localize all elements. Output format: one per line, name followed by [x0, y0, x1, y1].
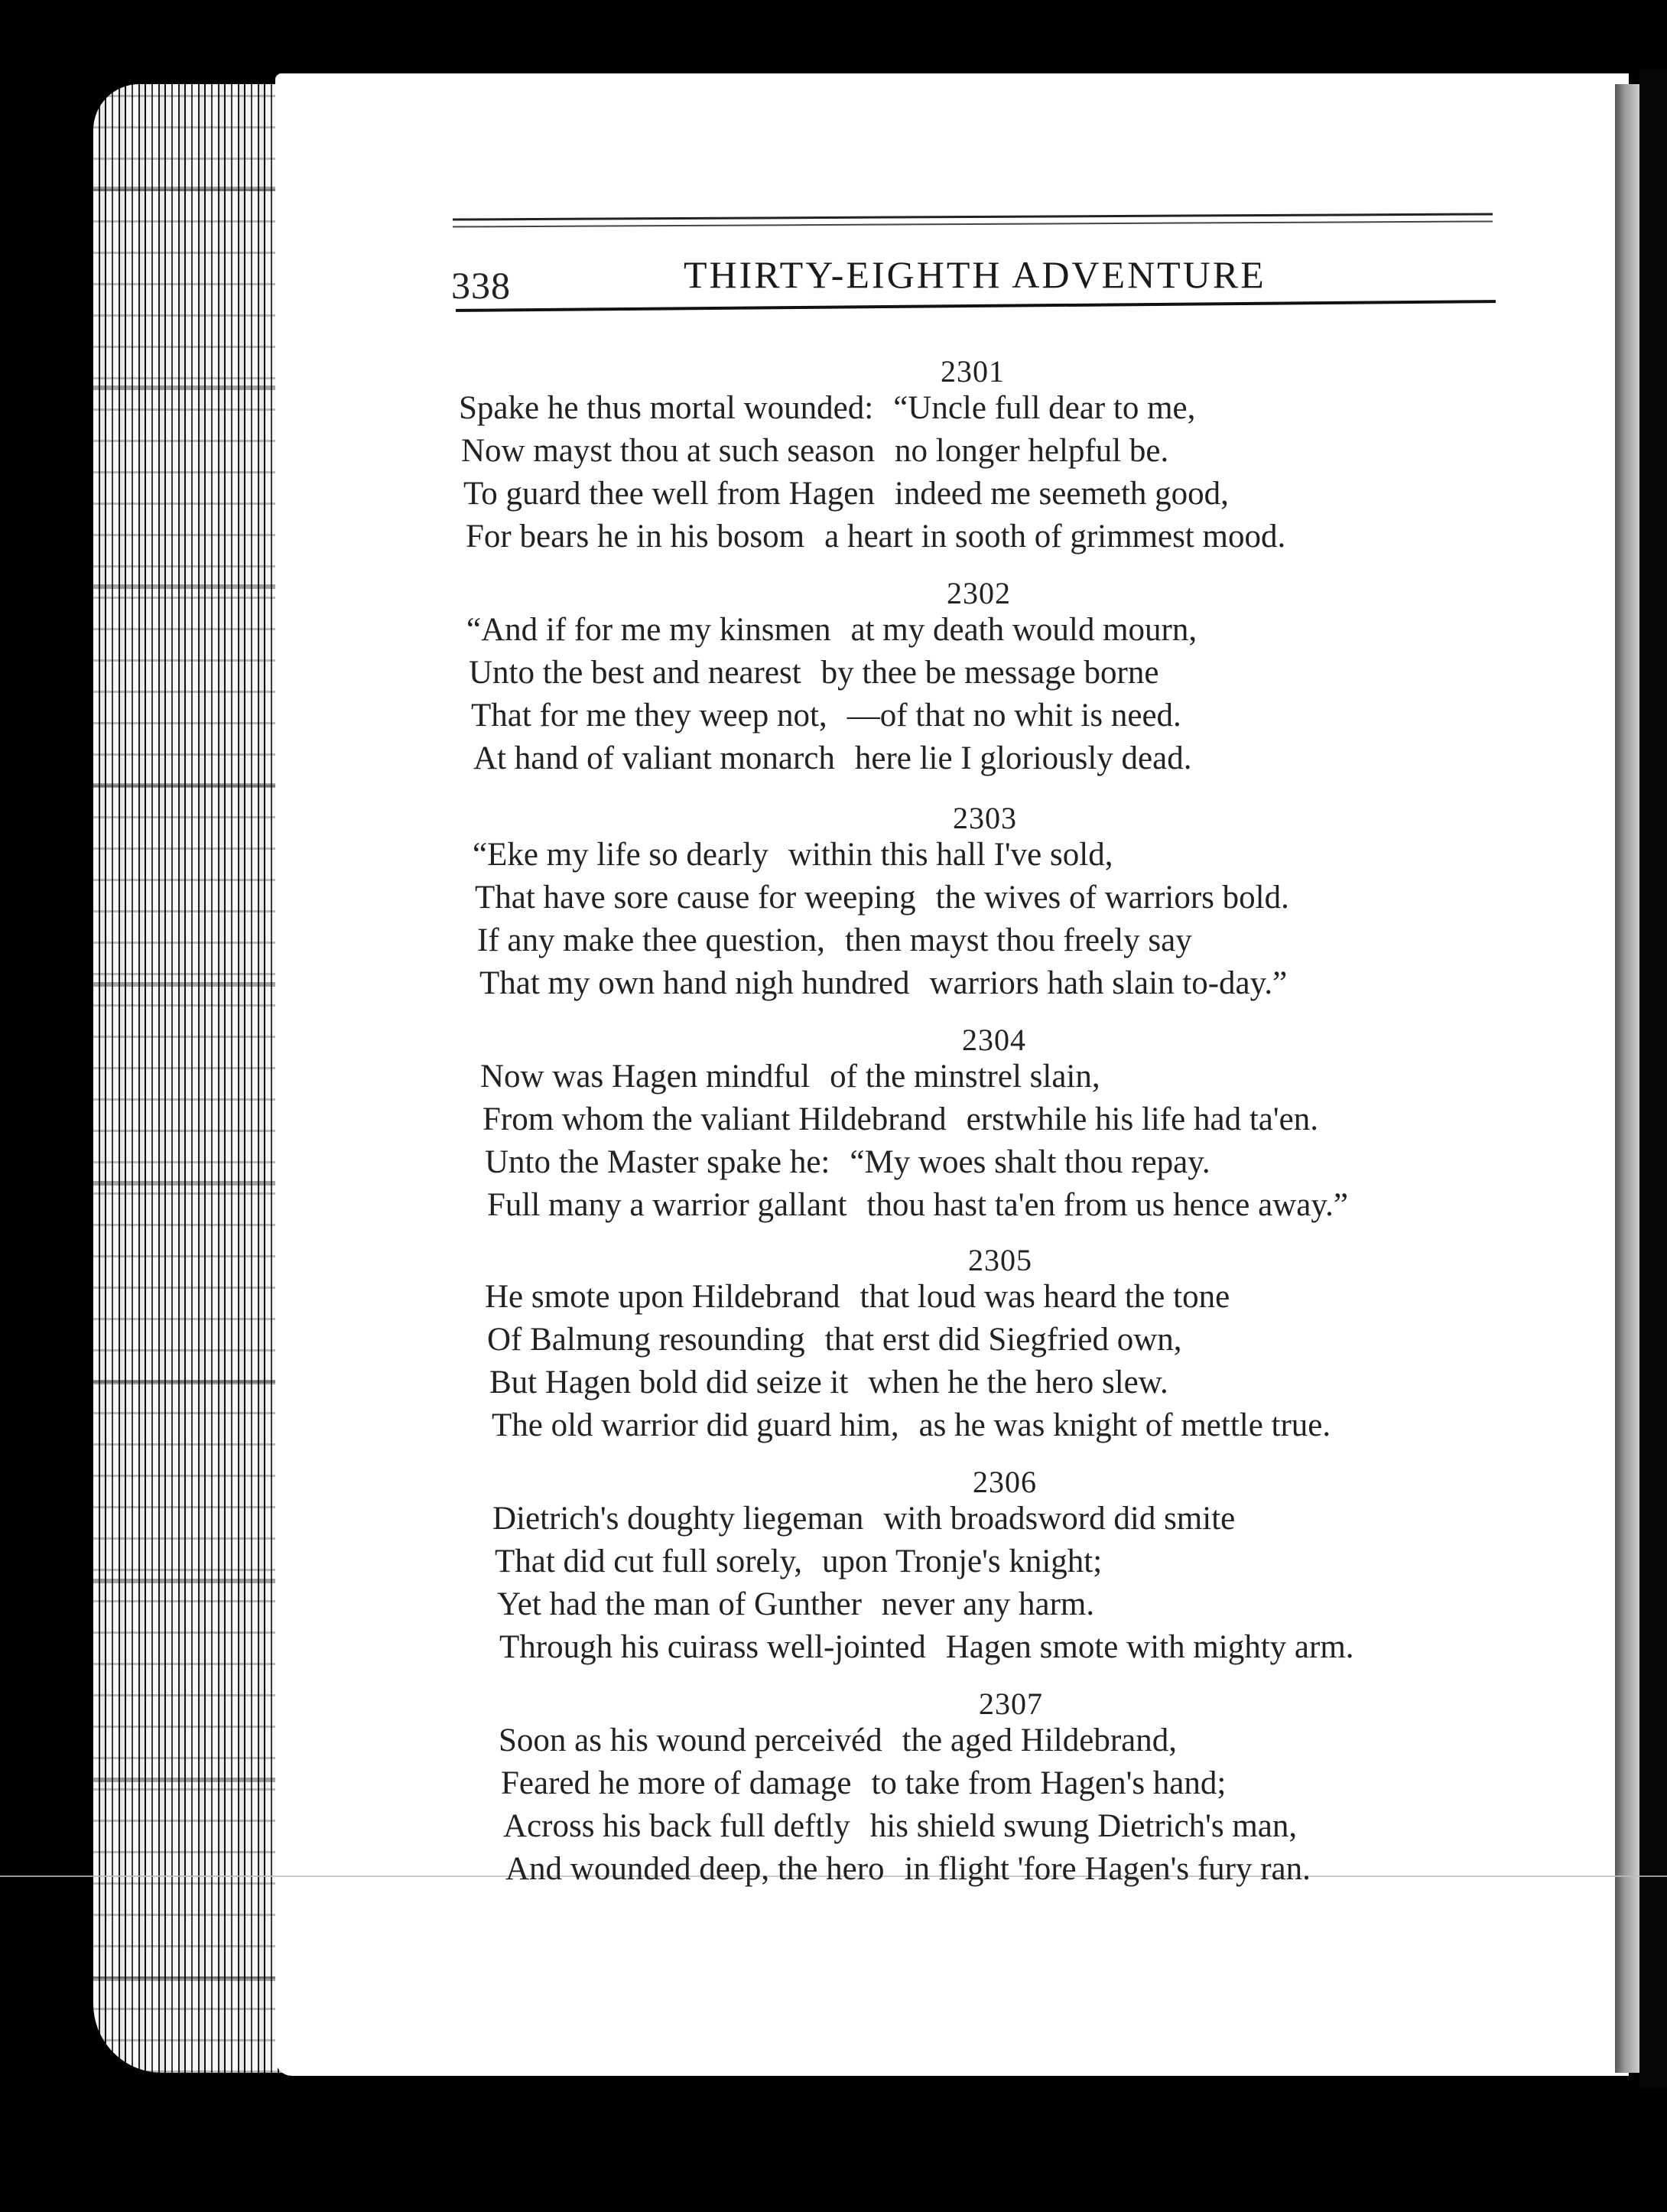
- verse-second-half: the aged Hildebrand,: [902, 1722, 1177, 1758]
- verse-first-half: From whom the valiant Hildebrand: [483, 1101, 947, 1137]
- verse-line: [485, 1280, 1230, 1313]
- verse-line: [475, 881, 1289, 914]
- verse-second-half: Hagen smote with mighty arm.: [945, 1629, 1354, 1665]
- verse-first-half: That have sore cause for weeping: [475, 880, 916, 916]
- verse-line: [489, 1366, 1168, 1399]
- verse-first-half: At hand of valiant monarch: [473, 740, 835, 776]
- verse-second-half: within this hall I've sold,: [788, 837, 1113, 873]
- stanza-number: 2307: [979, 1687, 1043, 1721]
- verse-first-half: Of Balmung resounding: [487, 1322, 805, 1358]
- verse-first-half: That for me they weep not,: [471, 698, 827, 734]
- verse-line: [499, 1631, 1354, 1664]
- verse-first-half: Across his back full deftly: [503, 1808, 850, 1844]
- verse-first-half: If any make thee question,: [477, 922, 825, 958]
- verse-second-half: that loud was heard the tone: [859, 1279, 1230, 1315]
- verse-second-half: indeed me seemeth good,: [894, 476, 1229, 512]
- running-head: THIRTY-EIGHTH ADVENTURE: [684, 253, 1266, 296]
- stanza-number: 2305: [968, 1243, 1032, 1277]
- verse-line: [466, 613, 1197, 646]
- verse-line: [461, 434, 1168, 467]
- verse-line: [497, 1588, 1094, 1621]
- verse-line: [483, 1103, 1318, 1136]
- verse-first-half: Unto the best and nearest: [469, 655, 801, 691]
- verse-first-half: Spake he thus mortal wounded:: [459, 390, 874, 426]
- stanza-number: 2302: [947, 576, 1011, 610]
- verse-second-half: then mayst thou freely say: [844, 922, 1192, 958]
- verse-line: [487, 1323, 1182, 1356]
- verse-second-half: his shield swung Dietrich's man,: [869, 1808, 1298, 1844]
- verse-line: [503, 1810, 1297, 1843]
- verse-second-half: warriors hath slain to-day.”: [929, 965, 1288, 1001]
- verse-first-half: And wounded deep, the hero: [505, 1851, 885, 1887]
- verse-second-half: when he the hero slew.: [868, 1365, 1168, 1400]
- verse-first-half: That my own hand nigh hundred: [479, 965, 910, 1001]
- stanza-number: 2306: [973, 1465, 1037, 1499]
- verse-second-half: of the minstrel slain,: [830, 1059, 1100, 1095]
- verse-first-half: Now was Hagen mindful: [480, 1059, 811, 1095]
- verse-second-half: erstwhile his life had ta'en.: [966, 1101, 1318, 1137]
- verse-line: [505, 1853, 1311, 1885]
- verse-first-half: But Hagen bold did seize it: [489, 1365, 849, 1400]
- page-number: 338: [451, 264, 511, 307]
- verse-line: [469, 656, 1158, 689]
- stanza-number: 2303: [953, 801, 1017, 835]
- stanza-number: 2301: [941, 354, 1005, 389]
- verse-line: [495, 1545, 1102, 1578]
- verse-second-half: the wives of warriors bold.: [935, 880, 1289, 916]
- verse-second-half: in flight 'fore Hagen's fury ran.: [904, 1851, 1311, 1887]
- verse-first-half: He smote upon Hildebrand: [485, 1279, 840, 1315]
- verse-second-half: —of that no whit is need.: [846, 698, 1181, 734]
- verse-second-half: no longer helpful be.: [895, 433, 1169, 469]
- verse-second-half: “My woes shalt thou repay.: [850, 1144, 1210, 1180]
- verse-line: [463, 477, 1229, 510]
- verse-second-half: a heart in sooth of grimmest mood.: [824, 519, 1286, 555]
- verse-line: [459, 392, 1195, 425]
- verse-line: [471, 699, 1181, 732]
- verse-second-half: here lie I gloriously dead.: [854, 740, 1192, 776]
- verse-first-half: “Eke my life so dearly: [473, 837, 769, 873]
- verse-first-half: Dietrich's doughty liegeman: [492, 1501, 864, 1537]
- verse-second-half: thou hast ta'en from us hence away.”: [866, 1187, 1348, 1223]
- verse-second-half: that erst did Siegfried own,: [824, 1322, 1182, 1358]
- verse-first-half: That did cut full sorely,: [495, 1544, 803, 1579]
- verse-first-half: Full many a warrior gallant: [487, 1187, 847, 1223]
- verse-line: [501, 1767, 1226, 1800]
- verse-second-half: “Uncle full dear to me,: [893, 390, 1196, 426]
- verse-first-half: Through his cuirass well-jointed: [499, 1629, 926, 1665]
- verse-line: [466, 520, 1285, 553]
- verse-first-half: Soon as his wound perceivéd: [499, 1722, 882, 1758]
- verse-second-half: to take from Hagen's hand;: [871, 1765, 1227, 1801]
- verse-second-half: by thee be message borne: [821, 655, 1159, 691]
- verse-second-half: at my death would mourn,: [850, 612, 1197, 648]
- stanza-number: 2304: [962, 1023, 1026, 1057]
- verse-line: [492, 1409, 1331, 1442]
- verse-second-half: as he was knight of mettle true.: [918, 1407, 1331, 1443]
- book-page-edges: [93, 84, 284, 2073]
- verse-first-half: To guard thee well from Hagen: [463, 476, 875, 512]
- verse-line: [480, 1060, 1100, 1093]
- verse-first-half: Unto the Master spake he:: [485, 1144, 830, 1180]
- verse-line: [473, 838, 1113, 871]
- verse-first-half: The old warrior did guard him,: [492, 1407, 899, 1443]
- verse-line: [477, 924, 1192, 957]
- verse-line: [492, 1502, 1235, 1535]
- verse-second-half: with broadsword did smite: [883, 1501, 1236, 1537]
- book-spine-edge: [1615, 84, 1639, 2073]
- verse-line: [479, 967, 1287, 1000]
- verse-line: [499, 1724, 1177, 1757]
- verse-line: [487, 1189, 1348, 1221]
- verse-first-half: Now mayst thou at such season: [461, 433, 876, 469]
- verse-line: [473, 742, 1191, 775]
- scan-border: [1639, 69, 1667, 2088]
- verse-second-half: upon Tronje's knight;: [822, 1544, 1103, 1579]
- verse-first-half: Yet had the man of Gunther: [497, 1586, 862, 1622]
- verse-first-half: “And if for me my kinsmen: [466, 612, 831, 648]
- verse-first-half: Feared he more of damage: [501, 1765, 852, 1801]
- verse-first-half: For bears he in his bosom: [466, 519, 805, 555]
- verse-line: [485, 1146, 1210, 1179]
- verse-second-half: never any harm.: [881, 1586, 1095, 1622]
